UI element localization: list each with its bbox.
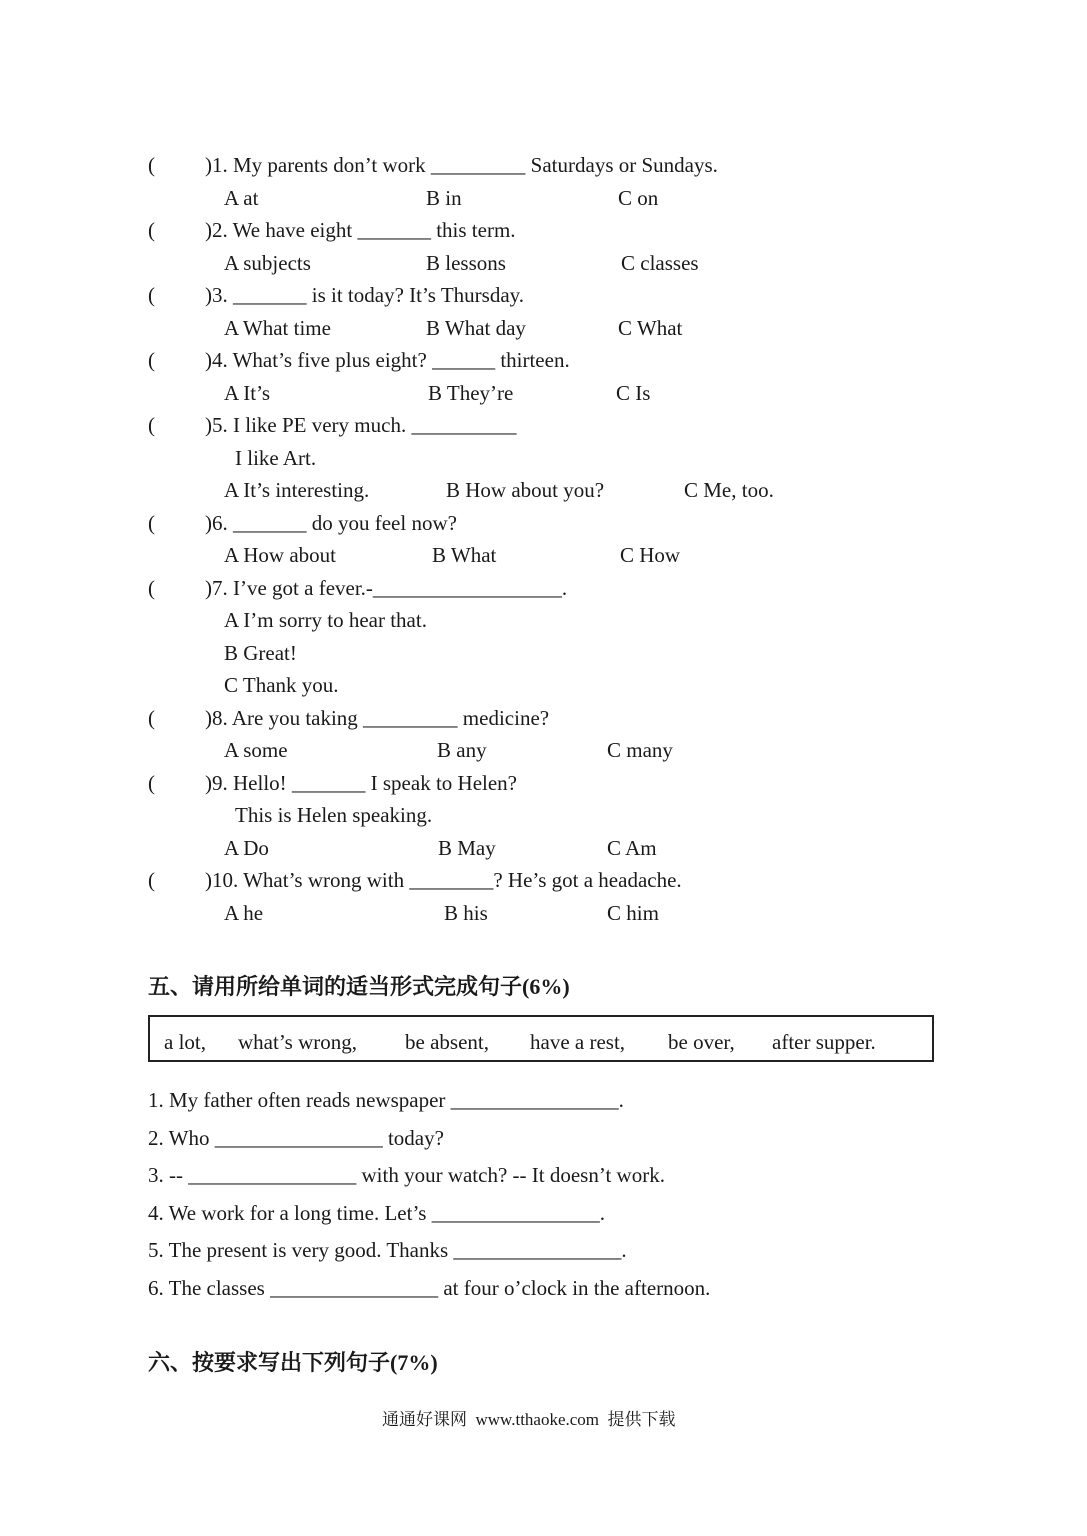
word-bank-item: a lot, (164, 1030, 206, 1054)
question-stem: )4. What’s five plus eight? ______ thirteen. (205, 348, 570, 372)
option-b: B lessons (426, 251, 506, 275)
page-footer: 通通好课网 www.tthaoke.com 提供下载 (382, 1410, 676, 1429)
option-c: C Thank you. (224, 673, 339, 697)
option-c: C him (607, 901, 659, 925)
option-a: A he (224, 901, 264, 925)
option-b: B What day (426, 316, 526, 340)
answer-paren: ( (148, 868, 155, 892)
answer-paren: ( (148, 413, 155, 437)
word-bank-item: be absent, (405, 1030, 489, 1054)
option-c: C Am (607, 836, 657, 860)
word-bank-item: be over, (668, 1030, 735, 1054)
word-bank-box (148, 1015, 934, 1062)
option-c: C Me, too. (684, 478, 774, 502)
option-a: A It’s interesting. (224, 478, 370, 502)
option-c: C many (607, 738, 673, 762)
fill-sentence: 6. The classes ________________ at four o’clock in the afternoon. (148, 1276, 711, 1300)
option-c: C classes (621, 251, 699, 275)
option-b: B How about you? (446, 478, 605, 502)
option-c: C on (618, 186, 659, 210)
fill-sentence: 3. -- ________________ with your watch? -- It doesn’t work. (148, 1163, 665, 1187)
option-b: B in (426, 186, 462, 210)
option-b: B What (432, 543, 497, 567)
option-a: A What time (224, 316, 331, 340)
question-stem: )7. I’ve got a fever.-__________________. (205, 576, 568, 600)
question-continuation: This is Helen speaking. (235, 803, 433, 827)
question-stem: )1. My parents don’t work _________ Saturdays or Sundays. (205, 153, 718, 177)
option-a: A at (224, 186, 259, 210)
question-stem: )6. _______ do you feel now? (205, 511, 457, 535)
option-c: C What (618, 316, 683, 340)
option-a: A How about (224, 543, 336, 567)
section-heading: 五、请用所给单词的适当形式完成句子(6%) (148, 974, 570, 999)
answer-paren: ( (148, 153, 155, 177)
option-a: A It’s (224, 381, 271, 405)
answer-paren: ( (148, 511, 155, 535)
fill-sentence: 1. My father often reads newspaper ________________. (148, 1088, 624, 1112)
fill-sentence: 2. Who ________________ today? (148, 1126, 444, 1150)
question-stem: )10. What’s wrong with ________? He’s got a headache. (205, 868, 682, 892)
answer-paren: ( (148, 218, 155, 242)
option-b: B May (438, 836, 496, 860)
word-bank-item: what’s wrong, (238, 1030, 357, 1054)
answer-paren: ( (148, 348, 155, 372)
option-b: B any (437, 738, 487, 762)
option-b: B his (444, 901, 488, 925)
word-bank-item: have a rest, (530, 1030, 626, 1054)
option-a: A I’m sorry to hear that. (224, 608, 427, 632)
option-c: C Is (616, 381, 651, 405)
question-stem: )2. We have eight _______ this term. (205, 218, 516, 242)
option-a: A some (224, 738, 288, 762)
fill-sentence: 4. We work for a long time. Let’s ________________. (148, 1201, 605, 1225)
question-stem: )5. I like PE very much. __________ (205, 413, 517, 437)
question-stem: )8. Are you taking _________ medicine? (205, 706, 550, 730)
option-a: A Do (224, 836, 269, 860)
option-c: C How (620, 543, 681, 567)
answer-paren: ( (148, 771, 155, 795)
answer-paren: ( (148, 283, 155, 307)
answer-paren: ( (148, 706, 155, 730)
question-stem: )3. _______ is it today? It’s Thursday. (205, 283, 525, 307)
section-heading: 六、按要求写出下列句子(7%) (148, 1350, 438, 1375)
question-continuation: I like Art. (235, 446, 317, 470)
option-b: B Great! (224, 641, 297, 665)
option-b: B They’re (428, 381, 514, 405)
word-bank-item: after supper. (772, 1030, 876, 1054)
fill-sentence: 5. The present is very good. Thanks ________________. (148, 1238, 627, 1262)
option-a: A subjects (224, 251, 311, 275)
question-stem: )9. Hello! _______ I speak to Helen? (205, 771, 517, 795)
answer-paren: ( (148, 576, 155, 600)
